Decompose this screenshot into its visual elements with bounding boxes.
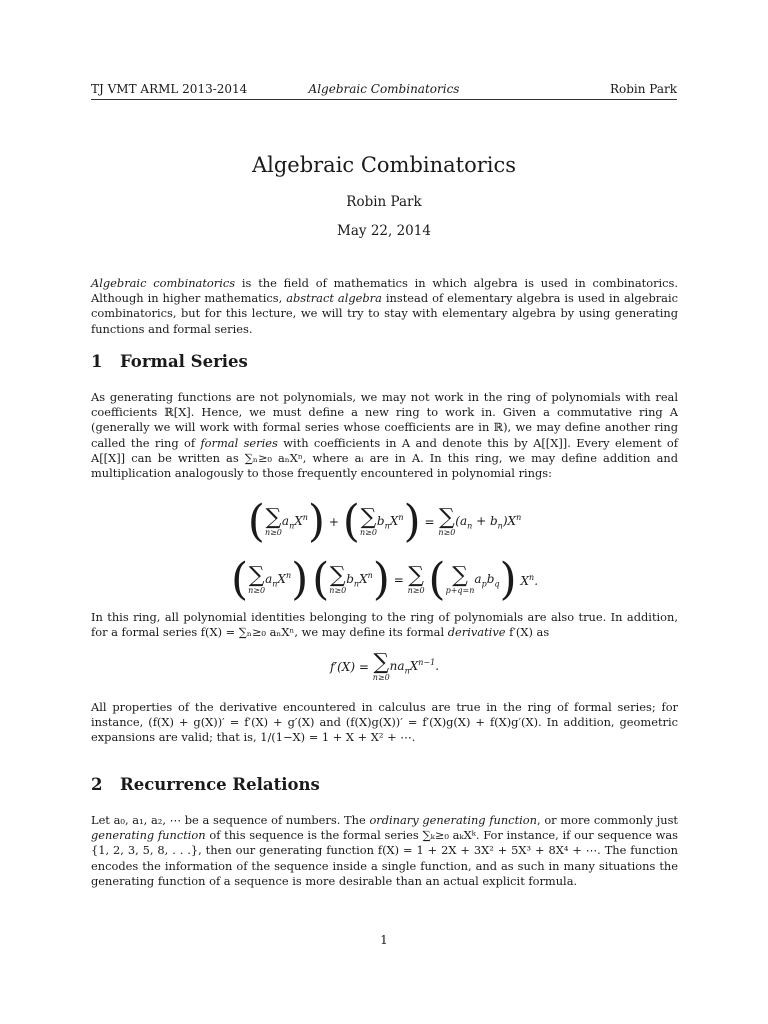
- section-1-paragraph-2: [91, 610, 678, 640]
- sum-index: n≥0: [438, 528, 456, 537]
- sum-index: n≥0: [407, 586, 425, 595]
- sum-index: n≥0: [372, 673, 390, 682]
- header-topic: Algebraic Combinatorics: [308, 82, 460, 96]
- intro-term-algebraic-combinatorics: Algebraic combinatorics: [91, 276, 236, 290]
- section-2-number: 2: [91, 775, 103, 794]
- s1p1-text-a: As generating functions are not polynomials, we may not work in the ring of polynomials with real coefficients ℝ[X]. Hence, we must define a new ring to work in. Given a commutative ring A (generally we will work with formal series whose coefficients are in ℝ), we may define another ring called the ring of: [91, 390, 678, 450]
- header-author: Robin Park: [609, 82, 677, 96]
- header-course: TJ VMT ARML 2013-2014: [91, 82, 248, 96]
- document-title: Algebraic Combinatorics: [251, 153, 517, 177]
- sum-index: n≥0: [359, 528, 377, 537]
- equation-multiplication-row: ( ∑ n≥0 $a_nX^n$) ( ∑ n≥0 $b_nX^n$) = ∑ n≥0 ( ∑ p+q=n $a_pb_q$) $X^n$.: [230, 554, 539, 605]
- section-1-number: 1: [91, 352, 103, 371]
- document-author: Robin Park: [346, 194, 422, 210]
- sum-index: n≥0: [248, 586, 266, 595]
- section-1-title: Formal Series: [120, 352, 248, 371]
- intro-text-1: is the field of mathematics in which algebra is used in combinatorics. Although in higher mathematics,: [91, 276, 679, 306]
- s2p1-term-ordinary-gf: ordinary generating function: [369, 813, 537, 827]
- section-1-paragraph-3: [91, 700, 678, 746]
- equation-addition-row: ( ∑ n≥0 $a_nX^n$) + ( ∑ n≥0 $b_nX^n$) = ∑ n≥0 $(a_n + b_n)X^n$: [247, 496, 522, 547]
- s1p2-text-a: In this ring, all polynomial identities belonging to the ring of polynomials are also true. In addition, for a formal series f(X) = ∑ₙ≥₀ aₙXⁿ, we may define its formal: [91, 610, 678, 640]
- document-date: May 22, 2014: [337, 223, 431, 239]
- sum-index-pq: p+q=n: [445, 586, 475, 595]
- intro-text-2: instead of elementary algebra is used in algebraic combinatorics, but for this lecture, we will try to stay with elementary algebra by using generating functions and formal series.: [91, 291, 678, 336]
- s1p1-term-formal-series: formal series: [200, 435, 278, 450]
- s1p2-text-b: f′(X) as: [505, 625, 550, 640]
- header-rule: [91, 99, 677, 100]
- section-2-paragraph-1: [91, 813, 678, 889]
- intro-paragraph: [91, 276, 678, 337]
- s1p3-text: All properties of the derivative encountered in calculus are true in the ring of formal series; for instance, (f(X) + g(X))′ = f′(X) + g′(X) and (f(X)g(X))′ = f′(X)g(X) + f(X)g′(X). In addition, geometric expansions are valid; that is, 1/(1−X) = 1 + X + X² + ⋯.: [91, 700, 678, 745]
- equation-derivative-row: f′(X) = ∑ n≥0 $na_nX^{n-1}$.: [329, 650, 440, 682]
- intro-term-abstract-algebra: abstract algebra: [286, 291, 382, 306]
- section-2-title: Recurrence Relations: [120, 775, 320, 794]
- running-header: [91, 82, 677, 96]
- s1p1-text-b: with coefficients in A and denote this by A[[X]]. Every element of A[[X]] can be written as ∑ₙ≥₀ aₙXⁿ, where aᵢ are in A. In this ring, we may define addition and multiplication analogously to those frequently encountered in polynomial rings:: [91, 435, 679, 481]
- sum-index: n≥0: [264, 528, 282, 537]
- s2p1-text-a: Let a₀, a₁, a₂, ⋯ be a sequence of numbers. The: [91, 813, 370, 827]
- section-1-heading: [91, 352, 248, 372]
- s1p2-term-derivative: derivative: [447, 625, 506, 640]
- sum-index: n≥0: [329, 586, 347, 595]
- s2p1-text-c: of this sequence is the formal series ∑ₖ≥₀ aₖXᵏ. For instance, if our sequence was {1, 2, 3, 5, 8, . . .}, then our generating function f(X) = 1 + 2X + 3X² + 5X³ + 8X⁴ + ⋯. The function encodes the information of the sequence inside a single function, and as such in many situations the generating function of a sequence is more desirable than an actual explicit formula.: [91, 828, 678, 888]
- s2p1-term-gf: generating function: [91, 828, 206, 843]
- section-1-paragraph-1: [91, 390, 678, 481]
- s2p1-text-b: , or more commonly just: [536, 813, 678, 827]
- page-number: 1: [380, 933, 388, 947]
- section-2-heading: [91, 775, 320, 795]
